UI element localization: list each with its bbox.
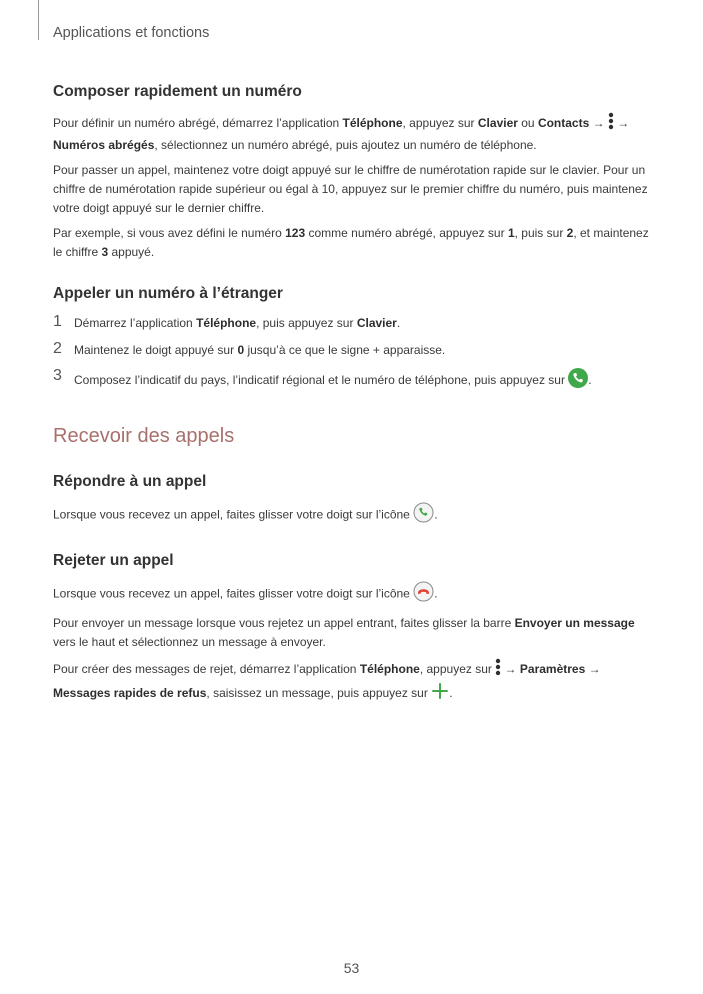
section-title-international-call: Appeler un numéro à l’étranger [53,285,283,302]
reject-call-icon [413,581,434,608]
page-content [53,82,653,712]
step-3: 3 Composez l’indicatif du pays, l’indicatif régional et le numéro de téléphone, puis appuyez sur . [53,368,653,394]
step-2: 2 Maintenez le doigt appuyé sur 0 jusqu’à ce que le signe + apparaisse. [53,340,446,357]
header-divider [38,0,39,40]
chapter-title-receive-calls: Recevoir des appels [53,425,235,447]
reject-call-paragraph-2: Pour envoyer un message lorsque vous rejetez un appel entrant, faites glisser la barre Envoyer un message vers le haut et sélectionnez un message à envoyer. [53,616,635,649]
step-number: 3 [53,367,62,384]
page-header-title: Applications et fonctions [53,25,210,41]
page-number: 53 [343,960,360,976]
section-title-speed-dial: Composer rapidement un numéro [53,83,302,100]
answer-call-icon [413,502,434,529]
speed-dial-paragraph-3: Par exemple, si vous avez défini le numéro 123 comme numéro abrégé, appuyez sur 1, puis sur 2, et maintenez le chiffre 3 appuyé. [53,226,649,259]
step-number: 1 [53,313,62,330]
section-title-answer-call: Répondre à un appel [53,473,207,490]
reject-call-paragraph-1: Lorsque vous recevez un appel, faites glisser votre doigt sur l’icône . [53,581,653,608]
step-1: 1 Démarrez l’application Téléphone, puis appuyez sur Clavier. [53,313,401,330]
speed-dial-paragraph-1: Pour définir un numéro abrégé, démarrez l’application Téléphone, appuyez sur Clavier ou Contacts → → Numéros abrégés, sélectionnez un numéro abrégé, puis ajoutez un numéro de téléphone. [53,112,653,155]
speed-dial-paragraph-2: Pour passer un appel, maintenez votre doigt appuyé sur le chiffre de numérotation rapide sur le clavier. Pour un chiffre de numérotation rapide supérieur ou égal à 10, appuyez sur le premier chiffre du numéro, puis maintenez votre doigt appuyé sur le dernier chiffre. [53,163,648,215]
answer-call-paragraph: Lorsque vous recevez un appel, faites glisser votre doigt sur l’icône . [53,502,653,529]
section-title-reject-call: Rejeter un appel [53,552,174,569]
step-number: 2 [53,340,62,357]
reject-call-paragraph-3: Pour créer des messages de rejet, démarrez l’application Téléphone, appuyez sur → Paramètres → Messages rapides de refus, saisissez un message, puis appuyez sur . [53,658,653,706]
add-icon [431,682,449,706]
call-icon [568,368,588,394]
